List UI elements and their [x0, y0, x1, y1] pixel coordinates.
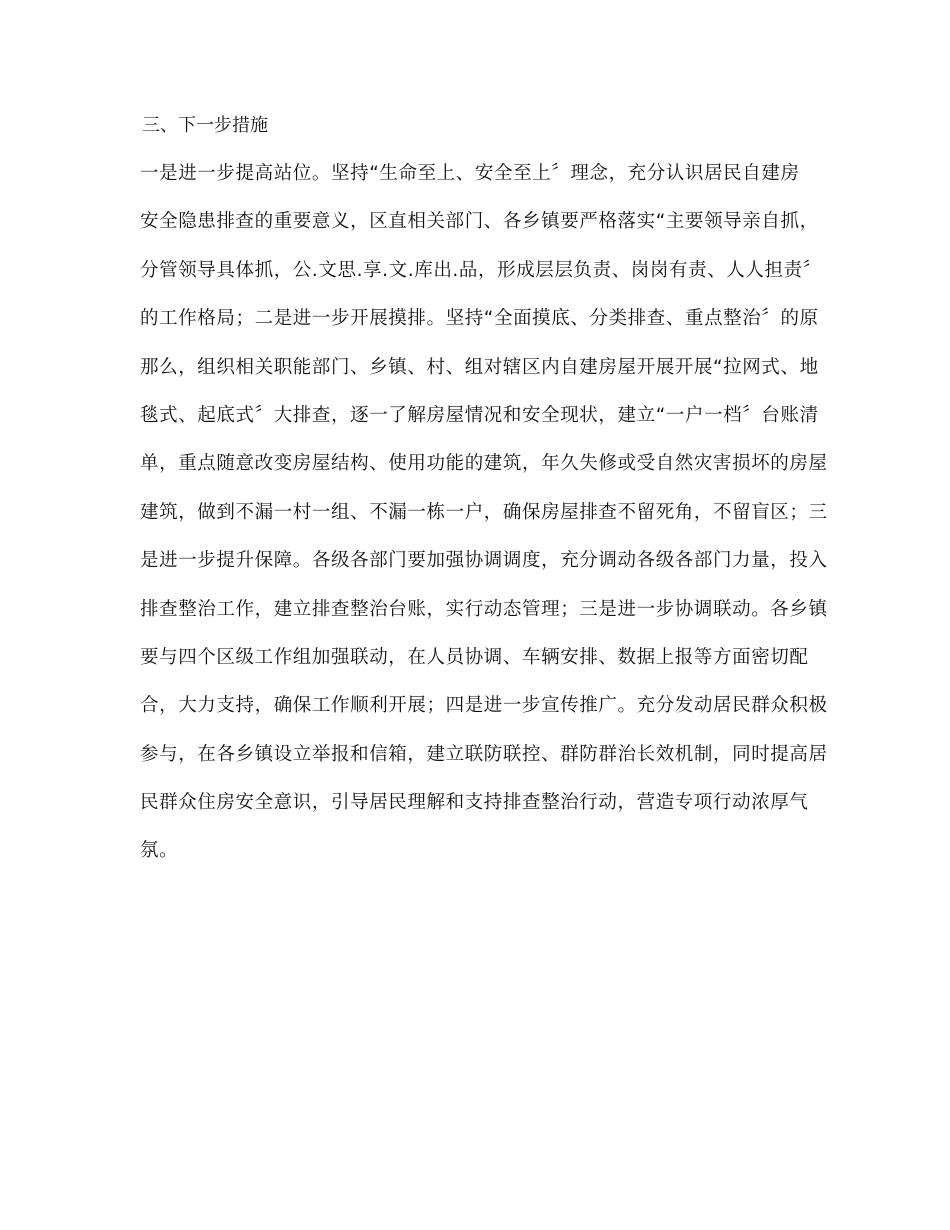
body-paragraph — [140, 158, 828, 884]
section-heading: 三、下一步措施 — [142, 115, 268, 136]
paragraph-line: 合，大力支持，确保工作顺利开展；四是进一步宣传推广。充分发动居民群众积极 — [140, 695, 828, 717]
paragraph-line: 氛。 — [140, 840, 179, 862]
paragraph-line: 分管领导具体抓，公.文思.享.文.库出.品，形成层层负责、岗岗有责、人人担责〞 — [140, 259, 822, 281]
paragraph-line: 单，重点随意改变房屋结构、使用功能的建筑，年久失修或受自然灾害损坏的房屋 — [140, 453, 828, 475]
paragraph-line: 排查整治工作，建立排查整治台账，实行动态管理；三是进一步协调联动。各乡镇 — [140, 598, 828, 620]
paragraph-line: 建筑，做到不漏一村一组、不漏一栋一户，确保房屋排查不留死角，不留盲区；三 — [140, 501, 828, 523]
paragraph-line: 的工作格局；二是进一步开展摸排。坚持“全面摸底、分类排查、重点整治〞的原 — [140, 308, 819, 330]
paragraph-line: 那么，组织相关职能部门、乡镇、村、组对辖区内自建房屋开展开展“拉网式、地 — [140, 356, 819, 378]
paragraph-line: 一是进一步提高站位。坚持“生命至上、安全至上〞理念，充分认识居民自建房 — [140, 163, 800, 184]
paragraph-line: 要与四个区级工作组加强联动，在人员协调、车辆安排、数据上报等方面密切配 — [140, 646, 809, 668]
paragraph-line: 安全隐患排查的重要意义，区直相关部门、各乡镇要严格落实“主要领导亲自抓， — [140, 211, 819, 233]
paragraph-line: 参与，在各乡镇设立举报和信箱，建立联防联控、群防群治长效机制，同时提高居 — [140, 743, 828, 765]
paragraph-line: 是进一步提升保障。各级各部门要加强协调调度，充分调动各级各部门力量，投入 — [140, 550, 828, 572]
paragraph-line: 民群众住房安全意识，引导居民理解和支持排查整治行动，营造专项行动浓厚气 — [140, 792, 809, 814]
paragraph-line: 毯式、起底式〞大排查，逐一了解房屋情况和安全现状，建立“一户一档〞台账清 — [140, 404, 819, 426]
